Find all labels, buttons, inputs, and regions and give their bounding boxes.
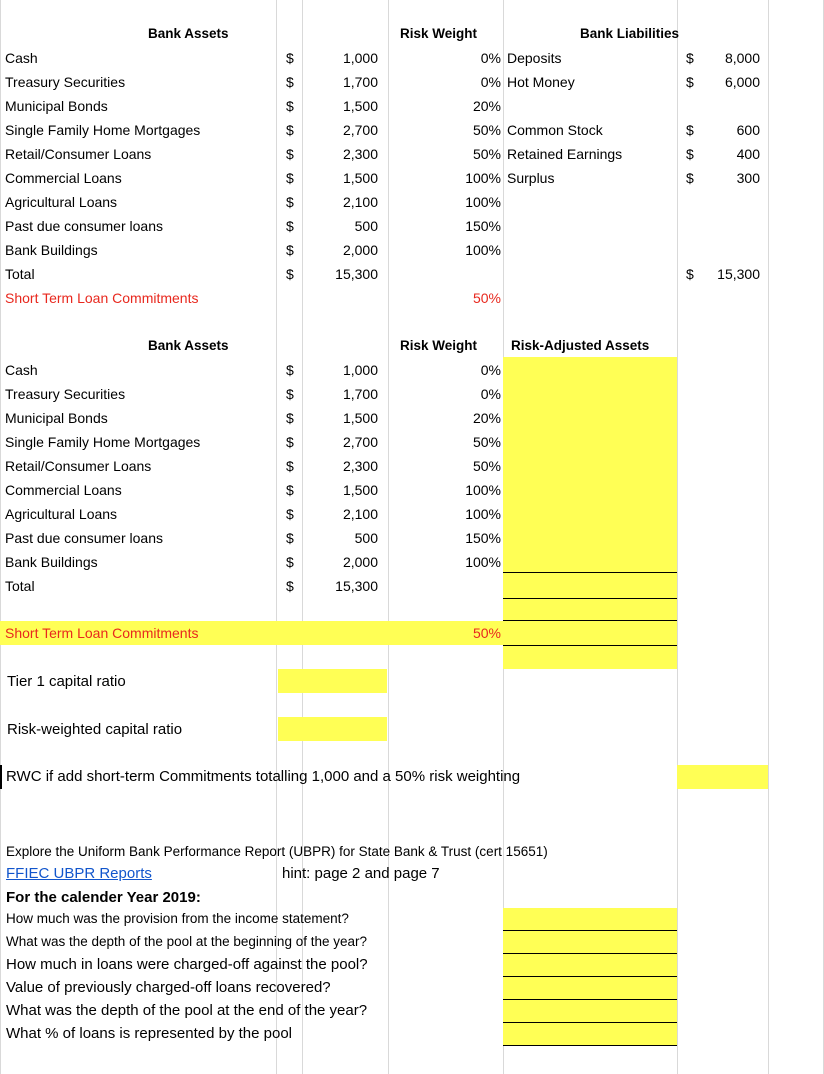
- risk-weight[interactable]: 100%: [465, 242, 501, 258]
- s2-total-amount[interactable]: 15,300: [335, 578, 378, 594]
- asset-name[interactable]: Cash: [5, 50, 38, 66]
- asset-amount[interactable]: 2,300: [342, 458, 378, 474]
- ubpr-year-label: For the calender Year 2019:: [6, 889, 201, 906]
- ubpr-explore-text: Explore the Uniform Bank Performance Report (UBPR) for State Bank & Trust (cert 15651): [6, 844, 548, 859]
- asset-currency[interactable]: $: [286, 122, 294, 138]
- asset-amount[interactable]: 1,700: [342, 386, 378, 402]
- asset-currency[interactable]: $: [286, 146, 294, 162]
- asset-name[interactable]: Past due consumer loans: [5, 530, 163, 546]
- asset-name[interactable]: Cash: [5, 362, 38, 378]
- risk-weight[interactable]: 0%: [480, 50, 501, 66]
- liability-currency[interactable]: $: [686, 170, 694, 186]
- s2-total-rule-top: [503, 572, 677, 573]
- asset-currency[interactable]: $: [286, 242, 294, 258]
- s1-header-bank-liabilities: Bank Liabilities: [580, 26, 680, 41]
- s2-total-rule-bottom: [503, 598, 677, 599]
- asset-name[interactable]: Municipal Bonds: [5, 410, 108, 426]
- risk-weight[interactable]: 0%: [480, 386, 501, 402]
- ubpr-question: How much was the provision from the income statement?: [6, 911, 349, 926]
- s1-header-bank-assets: Bank Assets: [148, 26, 229, 41]
- asset-name[interactable]: Retail/Consumer Loans: [5, 458, 152, 474]
- s2-header-risk-adjusted-assets: Risk-Adjusted Assets: [511, 338, 650, 353]
- liability-amount[interactable]: 8,000: [724, 50, 760, 66]
- liability-name[interactable]: Hot Money: [507, 74, 575, 90]
- risk-weight[interactable]: 100%: [465, 506, 501, 522]
- asset-name[interactable]: Commercial Loans: [5, 170, 122, 186]
- risk-weight[interactable]: 0%: [480, 74, 501, 90]
- asset-currency[interactable]: $: [286, 410, 294, 426]
- asset-amount[interactable]: 1,500: [342, 98, 378, 114]
- asset-amount[interactable]: 2,700: [342, 122, 378, 138]
- asset-currency[interactable]: $: [286, 434, 294, 450]
- asset-currency[interactable]: $: [286, 530, 294, 546]
- s2-header-bank-assets: Bank Assets: [148, 338, 229, 353]
- asset-currency[interactable]: $: [286, 170, 294, 186]
- ubpr-question: What was the depth of the pool at the end of the year?: [6, 1002, 368, 1019]
- ubpr-answer-input[interactable]: [503, 908, 677, 931]
- ubpr-hint-text: hint: page 2 and page 7: [282, 865, 440, 882]
- asset-currency[interactable]: $: [286, 506, 294, 522]
- risk-weighted-capital-ratio-label: Risk-weighted capital ratio: [7, 721, 183, 738]
- asset-amount[interactable]: 1,700: [342, 74, 378, 90]
- s2-short-term-loan-commitments-weight[interactable]: 50%: [472, 625, 501, 641]
- risk-weight[interactable]: 100%: [465, 170, 501, 186]
- asset-amount[interactable]: 500: [354, 218, 378, 234]
- asset-name[interactable]: Municipal Bonds: [5, 98, 108, 114]
- asset-currency[interactable]: $: [286, 74, 294, 90]
- asset-name[interactable]: Bank Buildings: [5, 554, 98, 570]
- asset-amount[interactable]: 2,100: [342, 506, 378, 522]
- liability-currency[interactable]: $: [686, 122, 694, 138]
- ubpr-answer-input[interactable]: [503, 1000, 677, 1023]
- risk-weight[interactable]: 50%: [472, 146, 501, 162]
- liability-amount[interactable]: 300: [736, 170, 760, 186]
- s1-total-label[interactable]: Total: [5, 266, 35, 282]
- asset-name[interactable]: Treasury Securities: [5, 386, 126, 402]
- asset-name[interactable]: Agricultural Loans: [5, 194, 118, 210]
- risk-weight[interactable]: 20%: [472, 410, 501, 426]
- asset-amount[interactable]: 1,500: [342, 482, 378, 498]
- asset-amount[interactable]: 1,500: [342, 410, 378, 426]
- asset-name[interactable]: Single Family Home Mortgages: [5, 434, 201, 450]
- asset-amount[interactable]: 1,000: [342, 362, 378, 378]
- ffiec-ubpr-reports-link[interactable]: FFIEC UBPR Reports: [6, 865, 152, 882]
- asset-amount[interactable]: 2,000: [342, 242, 378, 258]
- risk-weight[interactable]: 100%: [465, 554, 501, 570]
- ubpr-question: Value of previously charged-off loans recovered?: [6, 979, 331, 996]
- asset-currency[interactable]: $: [286, 362, 294, 378]
- asset-name[interactable]: Commercial Loans: [5, 482, 122, 498]
- ubpr-answer-input[interactable]: [503, 931, 677, 954]
- ubpr-answer-input[interactable]: [503, 1023, 677, 1046]
- liability-amount[interactable]: 600: [736, 122, 760, 138]
- s1-header-risk-weight: Risk Weight: [400, 26, 478, 41]
- asset-currency[interactable]: $: [286, 482, 294, 498]
- ubpr-question: What % of loans is represented by the pool: [6, 1025, 292, 1042]
- asset-amount[interactable]: 1,500: [342, 170, 378, 186]
- liability-name[interactable]: Deposits: [507, 50, 562, 66]
- s1-total-amount[interactable]: 15,300: [335, 266, 378, 282]
- s1-total-liab-currency[interactable]: $: [686, 266, 694, 282]
- asset-currency[interactable]: $: [286, 458, 294, 474]
- risk-weight[interactable]: 100%: [465, 194, 501, 210]
- liability-amount[interactable]: 400: [736, 146, 760, 162]
- asset-amount[interactable]: 2,300: [342, 146, 378, 162]
- s2-header-risk-weight: Risk Weight: [400, 338, 478, 353]
- s2-short-term-loan-commitments-label[interactable]: Short Term Loan Commitments: [5, 625, 199, 641]
- asset-currency[interactable]: $: [286, 194, 294, 210]
- risk-weight[interactable]: 100%: [465, 482, 501, 498]
- asset-currency[interactable]: $: [286, 98, 294, 114]
- liability-currency[interactable]: $: [686, 74, 694, 90]
- s2-stlc-rule-top: [503, 620, 677, 621]
- liability-amount[interactable]: 6,000: [724, 74, 760, 90]
- liability-name[interactable]: Surplus: [507, 170, 555, 186]
- asset-name[interactable]: Retail/Consumer Loans: [5, 146, 152, 162]
- risk-weight[interactable]: 50%: [472, 122, 501, 138]
- tier1-capital-ratio-label: Tier 1 capital ratio: [7, 673, 126, 690]
- asset-currency[interactable]: $: [286, 218, 294, 234]
- asset-amount[interactable]: 2,100: [342, 194, 378, 210]
- risk-weight[interactable]: 50%: [472, 434, 501, 450]
- risk-weight[interactable]: 50%: [472, 458, 501, 474]
- s1-short-term-loan-commitments-weight[interactable]: 50%: [472, 290, 501, 306]
- s1-short-term-loan-commitments-label[interactable]: Short Term Loan Commitments: [5, 290, 199, 306]
- ubpr-question: What was the depth of the pool at the beginning of the year?: [6, 934, 367, 949]
- asset-currency[interactable]: $: [286, 386, 294, 402]
- asset-currency[interactable]: $: [286, 50, 294, 66]
- asset-name[interactable]: Past due consumer loans: [5, 218, 163, 234]
- asset-currency[interactable]: $: [286, 554, 294, 570]
- asset-amount[interactable]: 2,000: [342, 554, 378, 570]
- s2-total-currency[interactable]: $: [286, 578, 294, 594]
- liability-name[interactable]: Retained Earnings: [507, 146, 623, 162]
- ubpr-answer-input[interactable]: [503, 954, 677, 977]
- asset-amount[interactable]: 500: [354, 530, 378, 546]
- risk-weight[interactable]: 0%: [480, 362, 501, 378]
- s2-total-label[interactable]: Total: [5, 578, 35, 594]
- rwc-short-term-commitments-label: RWC if add short-term Commitments totalling 1,000 and a 50% risk weighting: [6, 768, 521, 785]
- liability-currency[interactable]: $: [686, 50, 694, 66]
- asset-name[interactable]: Bank Buildings: [5, 242, 98, 258]
- ubpr-question: How much in loans were charged-off against the pool?: [6, 956, 368, 973]
- rwc-short-term-commitments-input[interactable]: [677, 765, 768, 789]
- liability-currency[interactable]: $: [686, 146, 694, 162]
- liability-name[interactable]: Common Stock: [507, 122, 603, 138]
- s1-total-currency[interactable]: $: [286, 266, 294, 282]
- risk-weighted-capital-ratio-input[interactable]: [278, 717, 387, 741]
- asset-amount[interactable]: 2,700: [342, 434, 378, 450]
- s2-stlc-rule-bottom: [503, 645, 677, 646]
- asset-name[interactable]: Treasury Securities: [5, 74, 126, 90]
- risk-weight[interactable]: 150%: [465, 218, 501, 234]
- asset-amount[interactable]: 1,000: [342, 50, 378, 66]
- risk-weight[interactable]: 150%: [465, 530, 501, 546]
- asset-name[interactable]: Single Family Home Mortgages: [5, 122, 201, 138]
- tier1-capital-ratio-input[interactable]: [278, 669, 387, 693]
- risk-weight[interactable]: 20%: [472, 98, 501, 114]
- risk-adjusted-assets-input-column[interactable]: [503, 357, 677, 669]
- ubpr-answer-input[interactable]: [503, 977, 677, 1000]
- asset-name[interactable]: Agricultural Loans: [5, 506, 118, 522]
- s1-total-liab-amount[interactable]: 15,300: [717, 266, 760, 282]
- rwc-cell-border: [0, 765, 2, 789]
